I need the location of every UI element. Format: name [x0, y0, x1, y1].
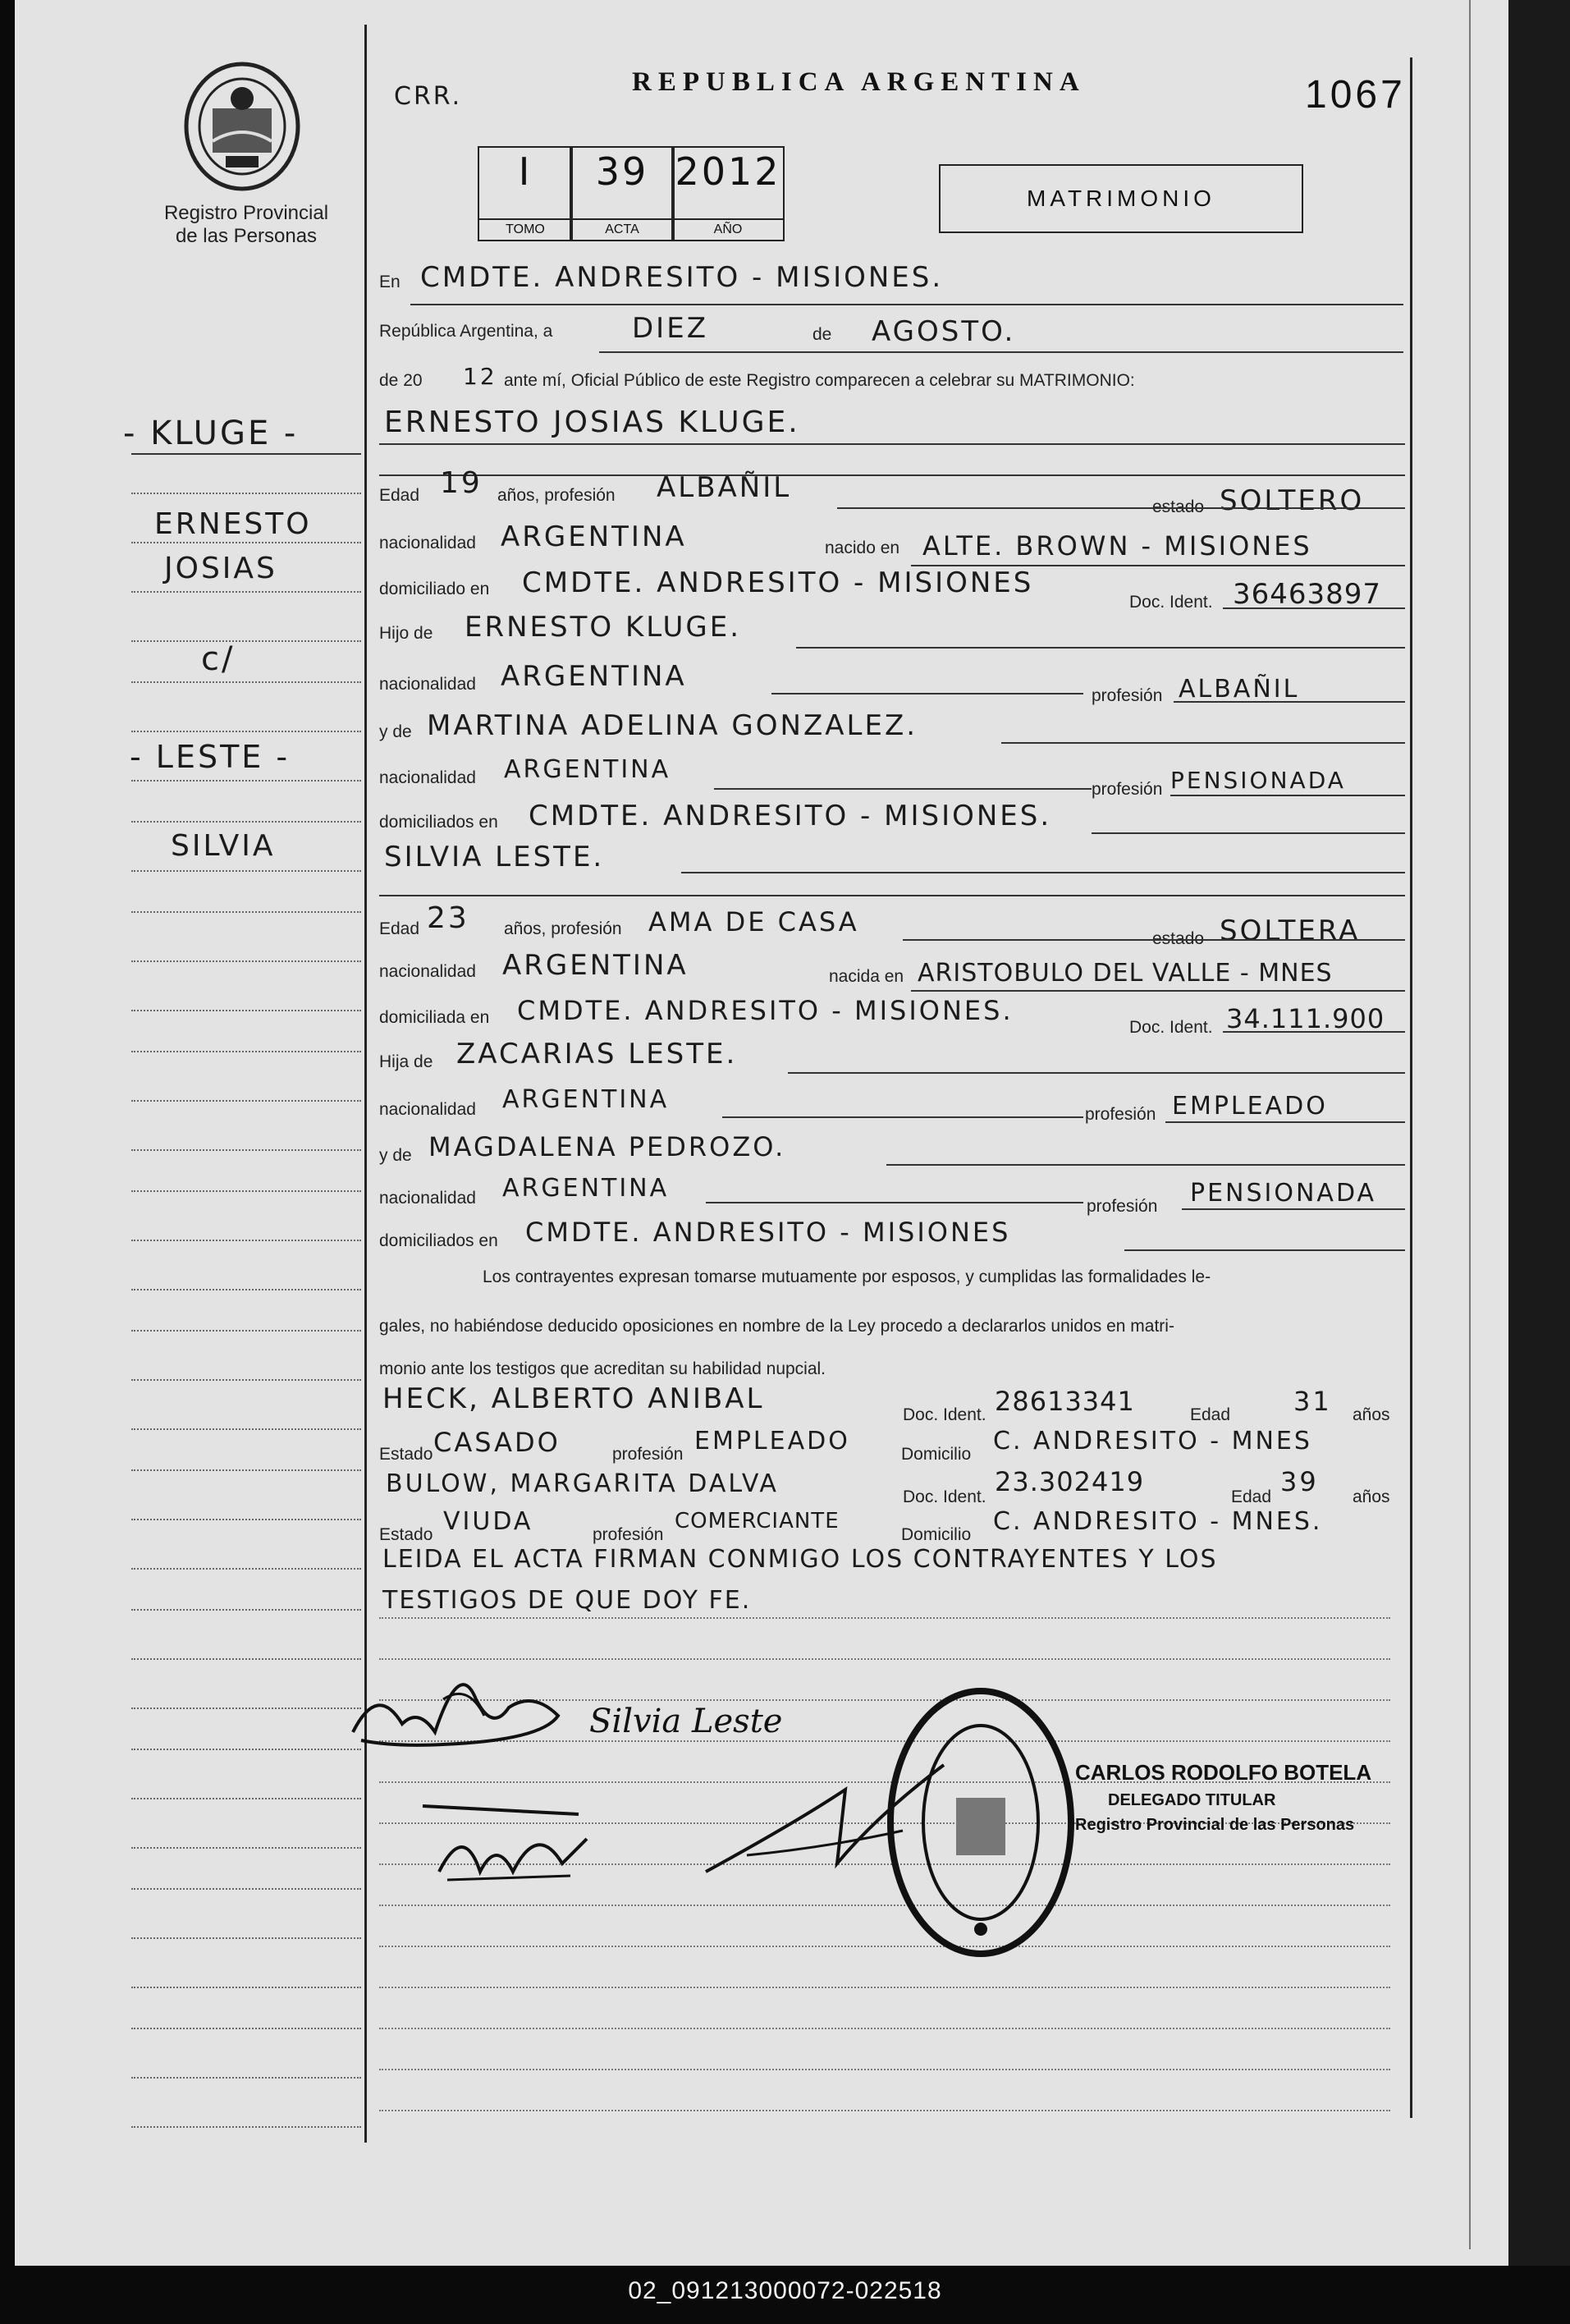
margin-contra: c/: [201, 640, 236, 678]
witness1-doc: 28613341: [995, 1386, 1135, 1417]
para-line-2: gales, no habiéndose deducido oposiciones en nombre de la Ley procedo a declararlos unidos en matri-: [379, 1317, 1174, 1336]
groom-parents-domicile: CMDTE. ANDRESITO - MISIONES.: [529, 800, 1052, 832]
day-value: DIEZ: [632, 312, 708, 345]
bride-father: ZACARIAS LESTE.: [456, 1038, 738, 1070]
bride-domicile: CMDTE. ANDRESITO - MISIONES.: [517, 995, 1014, 1026]
label-edad-bride: Edad: [379, 919, 420, 938]
label-estado-bride: estado: [1152, 929, 1205, 948]
page-edge: [1469, 0, 1471, 2249]
witness2-domicile: C. ANDRESITO - MNES.: [993, 1507, 1323, 1536]
bride-parents-domicile: CMDTE. ANDRESITO - MISIONES: [525, 1217, 1011, 1248]
bride-profession: AMA DE CASA: [648, 906, 859, 937]
label-domicilio-w2: Domicilio: [901, 1525, 972, 1544]
bride-age: 23: [427, 901, 469, 935]
acta-label: ACTA: [571, 218, 673, 240]
witness2-status: VIUDA: [443, 1507, 533, 1536]
folio-number: 1067: [1305, 73, 1406, 117]
label-estado-groom: estado: [1152, 497, 1205, 516]
label-doc-bride: Doc. Ident.: [1129, 1018, 1213, 1037]
label-doc-groom: Doc. Ident.: [1129, 593, 1213, 612]
label-ante-mi: ante mí, Oficial Público de este Registro comparecen a celebrar su MATRIMONIO:: [504, 371, 1135, 390]
bride-mother-profession: PENSIONADA: [1190, 1179, 1377, 1208]
label-doms-bride: domiciliados en: [379, 1231, 498, 1250]
label-anios-prof-bride: años, profesión: [504, 919, 622, 938]
registry-line-1: Registro Provincial: [163, 202, 329, 224]
label-republica: República Argentina, a: [379, 322, 553, 341]
margin-given-groom-2: JOSIAS: [164, 552, 277, 585]
groom-father-nationality: ARGENTINA: [501, 660, 687, 693]
groom-status: SOLTERO: [1220, 484, 1365, 517]
bride-nationality: ARGENTINA: [502, 949, 689, 982]
witness-signature-icon: [414, 1790, 595, 1896]
label-hijo-de: Hijo de: [379, 624, 433, 643]
country-title: REPUBLICA ARGENTINA: [632, 67, 1086, 97]
bride-name: SILVIA LESTE.: [384, 841, 605, 873]
witness2-name: BULOW, MARGARITA DALVA: [386, 1469, 779, 1498]
margin-divider: [364, 25, 367, 2143]
closing-line-2: TESTIGOS DE QUE DOY FE.: [382, 1586, 752, 1615]
label-nac-bfather: nacionalidad: [379, 1100, 476, 1119]
registry-name: [156, 202, 336, 248]
label-edad-w2: Edad: [1231, 1487, 1272, 1506]
month-value: AGOSTO.: [872, 315, 1016, 348]
groom-doc: 36463897: [1233, 578, 1382, 611]
place-value: CMDTE. ANDRESITO - MISIONES.: [420, 261, 944, 294]
label-estado-w1: Estado: [379, 1445, 433, 1464]
groom-mother-nationality: ARGENTINA: [504, 755, 671, 784]
acta-cell: [570, 146, 675, 241]
label-anios-prof-groom: años, profesión: [497, 486, 616, 505]
groom-father: ERNESTO KLUGE.: [465, 611, 742, 644]
tomo-label: TOMO: [479, 218, 571, 240]
groom-profession: ALBAÑIL: [657, 471, 792, 504]
anio-value: 2012: [675, 149, 781, 194]
binding-edge: [1508, 0, 1570, 2266]
label-de-year: de 20: [379, 371, 423, 390]
registry-line-2: de las Personas: [175, 225, 318, 247]
label-doms-groom: domiciliados en: [379, 813, 498, 832]
label-anios-w2: años: [1353, 1487, 1390, 1506]
label-nac-gfather: nacionalidad: [379, 675, 476, 694]
groom-nationality: ARGENTINA: [501, 520, 687, 553]
label-prof-gfather: profesión: [1092, 686, 1163, 705]
para-line-1: Los contrayentes expresan tomarse mutuamente por esposos, y cumplidas las formalidades le-: [483, 1267, 1211, 1286]
groom-mother-profession: PENSIONADA: [1170, 767, 1346, 794]
anio-label: AÑO: [673, 218, 783, 240]
margin-surname-groom: - KLUGE -: [123, 415, 299, 452]
label-y-de-groom: y de: [379, 722, 412, 741]
label-estado-w2: Estado: [379, 1525, 433, 1544]
label-edad-groom: Edad: [379, 486, 420, 505]
witness1-status: CASADO: [433, 1427, 561, 1458]
label-prof-w2: profesión: [593, 1525, 664, 1544]
margin-given-bride: SILVIA: [171, 829, 276, 863]
groom-name: ERNESTO JOSIAS KLUGE.: [384, 406, 800, 439]
label-hija-de: Hija de: [379, 1052, 433, 1071]
image-id: 02_091213000072-022518: [628, 2277, 942, 2304]
stamp-office: Registro Provincial de las Personas: [1075, 1816, 1355, 1834]
label-nacida-en: nacida en: [829, 967, 904, 986]
label-prof-bfather: profesión: [1085, 1105, 1156, 1124]
closing-line-1: LEIDA EL ACTA FIRMAN CONMIGO LOS CONTRAYENTES Y LOS: [382, 1545, 1218, 1574]
bride-status: SOLTERA: [1220, 914, 1361, 947]
stamp-officer: CARLOS RODOLFO BOTELA: [1075, 1760, 1372, 1785]
tomo-value: I: [518, 149, 533, 194]
registry-seal-icon: [176, 59, 308, 199]
label-nacido-en: nacido en: [825, 539, 900, 557]
crr-mark: CRR.: [394, 82, 463, 111]
record-type: MATRIMONIO: [939, 164, 1303, 233]
bride-doc: 34.111.900: [1226, 1003, 1385, 1034]
label-domicilio-w1: Domicilio: [901, 1445, 972, 1464]
groom-mother: MARTINA ADELINA GONZALEZ.: [427, 709, 918, 742]
groom-age: 19: [440, 466, 483, 500]
witness2-doc: 23.302419: [995, 1466, 1145, 1497]
label-y-de-bride: y de: [379, 1146, 412, 1165]
label-dom-groom: domiciliado en: [379, 580, 490, 598]
year-suffix: 12: [463, 363, 497, 390]
margin-given-groom-1: ERNESTO: [154, 507, 312, 541]
label-anios-w1: años: [1353, 1405, 1390, 1424]
label-prof-gmother: profesión: [1092, 780, 1163, 799]
anio-cell: [671, 146, 785, 241]
witness1-age: 31: [1293, 1386, 1332, 1417]
bride-mother-nationality: ARGENTINA: [502, 1174, 670, 1203]
witness1-name: HECK, ALBERTO ANIBAL: [382, 1382, 765, 1415]
witness1-domicile: C. ANDRESITO - MNES: [993, 1427, 1312, 1455]
tomo-cell: [478, 146, 573, 241]
bride-signature: Silvia Leste: [589, 1703, 783, 1740]
label-prof-w1: profesión: [612, 1445, 684, 1464]
groom-domicile: CMDTE. ANDRESITO - MISIONES: [522, 566, 1034, 599]
witness1-profession: EMPLEADO: [694, 1427, 850, 1455]
label-nac-groom: nacionalidad: [379, 534, 476, 552]
label-doc-w2: Doc. Ident.: [903, 1487, 986, 1506]
label-en: En: [379, 273, 401, 291]
witness2-age: 39: [1280, 1466, 1319, 1497]
acta-value: 39: [595, 149, 649, 194]
margin-surname-bride: - LESTE -: [130, 739, 291, 775]
label-de-month: de: [812, 325, 832, 344]
stamp-role: DELEGADO TITULAR: [1108, 1791, 1276, 1809]
label-nac-bmother: nacionalidad: [379, 1189, 476, 1208]
label-nac-gmother: nacionalidad: [379, 768, 476, 787]
label-edad-w1: Edad: [1190, 1405, 1231, 1424]
bride-mother: MAGDALENA PEDROZO.: [428, 1131, 786, 1162]
bride-father-profession: EMPLEADO: [1172, 1092, 1328, 1121]
official-stamp-icon: [882, 1683, 1079, 1962]
bride-born-in: ARISTOBULO DEL VALLE - MNES: [918, 959, 1333, 988]
right-border: [1410, 57, 1412, 2118]
groom-father-profession: ALBAÑIL: [1179, 675, 1300, 704]
label-dom-bride: domiciliada en: [379, 1008, 490, 1027]
label-doc-w1: Doc. Ident.: [903, 1405, 986, 1424]
para-line-3: monio ante los testigos que acreditan su habilidad nupcial.: [379, 1359, 826, 1378]
label-nac-bride: nacionalidad: [379, 962, 476, 981]
witness2-profession: COMERCIANTE: [675, 1509, 840, 1533]
label-prof-bmother: profesión: [1087, 1197, 1158, 1216]
groom-born-in: ALTE. BROWN - MISIONES: [922, 530, 1312, 562]
bride-father-nationality: ARGENTINA: [502, 1085, 670, 1114]
groom-signature-icon: [345, 1650, 583, 1757]
